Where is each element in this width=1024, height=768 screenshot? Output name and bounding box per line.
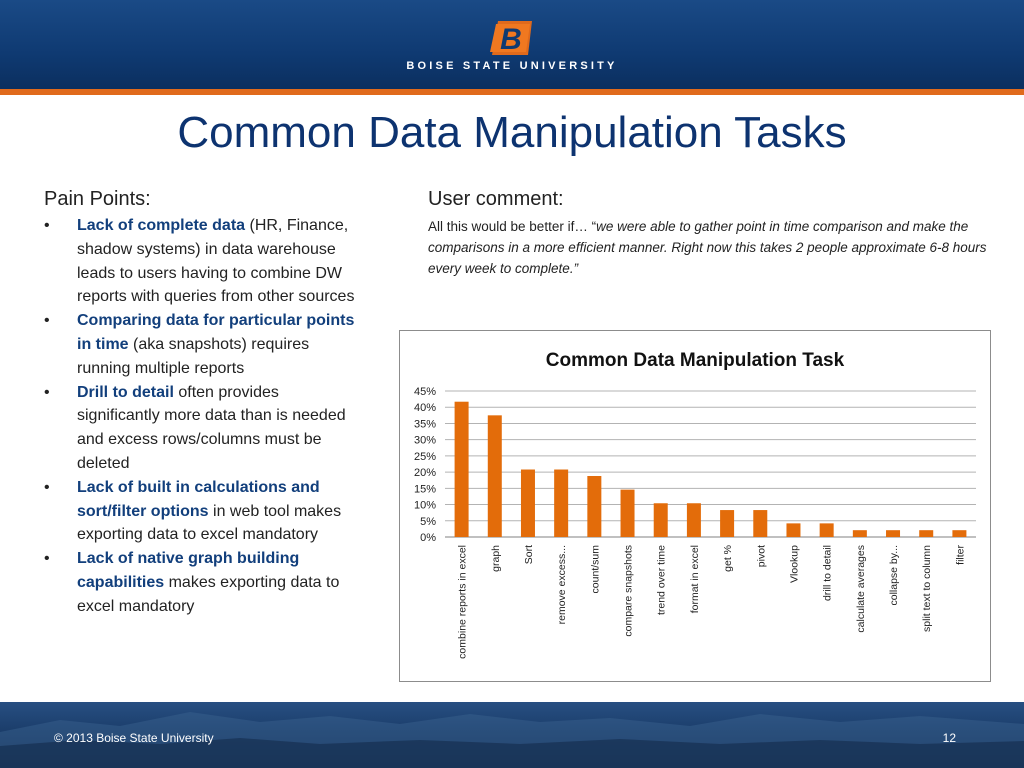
x-tick-label: graph — [489, 545, 502, 572]
chart-bar — [654, 503, 668, 537]
x-tick-label: drill to detail — [821, 545, 834, 602]
user-comment-quote: we were able to gather point in time comparison and make the comparisons in a more efficient manner. Right now this takes 2 people approximate 6-8 hours every week to complete.” — [428, 219, 987, 276]
chart-bar — [786, 523, 800, 537]
bullet-icon: • — [44, 312, 50, 330]
pain-point-item — [44, 476, 364, 547]
copyright-text: © 2013 Boise State University — [54, 731, 214, 745]
user-comment-heading: User comment: — [428, 188, 564, 210]
x-tick-label: trend over time — [655, 545, 668, 616]
user-comment-lead: All this would be better if… “ — [428, 219, 597, 234]
boise-state-b-logo-icon — [488, 18, 536, 58]
chart-bar — [455, 402, 469, 537]
bullet-icon: • — [44, 383, 50, 401]
pain-point-text: (HR, Finance, shadow systems) in data warehouse leads to users having to combine DW reports with queries from other sources — [77, 217, 355, 306]
slide-title: Common Data Manipulation Tasks — [177, 108, 847, 157]
pain-point-highlight: Lack of native graph building capabilities — [77, 550, 300, 591]
x-tick-label: Vlookup — [788, 545, 801, 583]
chart-bar — [687, 503, 701, 537]
chart-y-axis — [414, 386, 436, 544]
x-tick-label: calculate averages — [854, 545, 867, 633]
chart-bar — [886, 530, 900, 537]
chart-bar — [919, 530, 933, 537]
y-tick-label: 30% — [413, 434, 436, 447]
chart-bar — [820, 523, 834, 537]
pain-point-item — [44, 381, 364, 476]
chart-bar — [621, 490, 635, 537]
chart-x-axis — [457, 545, 967, 659]
pain-point-item — [44, 547, 364, 618]
chart-bar — [952, 530, 966, 537]
university-name: BOISE STATE UNIVERSITY — [406, 60, 618, 72]
y-tick-label: 10% — [413, 499, 436, 512]
pain-point-item — [44, 214, 364, 309]
pain-point-highlight: Drill to detail — [77, 383, 174, 401]
page-number: 12 — [942, 731, 956, 745]
chart-bar — [853, 530, 867, 537]
x-tick-label: Sort — [522, 545, 535, 565]
x-tick-label: pivot — [755, 545, 768, 568]
user-comment-text — [428, 216, 988, 279]
chart-bar — [587, 476, 601, 537]
header-banner — [0, 0, 1024, 89]
pain-point-highlight: Comparing data for particular points in time — [77, 312, 355, 353]
x-tick-label: split text to column — [921, 545, 934, 632]
x-tick-label: remove excess... — [556, 545, 569, 625]
pain-point-text: makes exporting data to excel mandatory — [77, 573, 340, 615]
x-tick-label: get % — [722, 545, 735, 572]
y-tick-label: 0% — [420, 532, 436, 544]
bar-chart — [399, 330, 991, 682]
header-orange-stripe — [0, 89, 1024, 95]
pain-point-text: often provides significantly more data than is needed and excess rows/columns must be deleted — [77, 383, 346, 472]
pain-point-text: in web tool makes exporting data to excel mandatory — [77, 502, 342, 544]
chart-bar — [488, 415, 502, 537]
y-tick-label: 35% — [413, 418, 436, 431]
chart-bar — [521, 470, 535, 537]
chart-bar — [753, 510, 767, 537]
y-tick-label: 45% — [413, 386, 436, 398]
chart-bar — [720, 510, 734, 537]
pain-points-list — [44, 214, 364, 619]
x-tick-label: count/sum — [589, 545, 602, 594]
x-tick-label: filter — [954, 545, 967, 565]
chart-bars — [455, 402, 967, 537]
footer-banner — [0, 702, 1024, 768]
x-tick-label: compare snapshots — [622, 545, 635, 637]
x-tick-label: format in excel — [688, 545, 701, 614]
y-tick-label: 15% — [413, 483, 436, 496]
chart-bar — [554, 470, 568, 537]
pain-points-heading: Pain Points: — [44, 188, 151, 210]
y-tick-label: 25% — [413, 450, 436, 463]
pain-point-text: (aka snapshots) requires running multiple reports — [77, 335, 310, 377]
pain-point-highlight: Lack of built in calculations and sort/filter options — [77, 478, 320, 520]
pain-point-item — [44, 309, 364, 380]
x-tick-label: collapse by... — [888, 545, 901, 606]
y-tick-label: 20% — [413, 467, 436, 480]
bar-chart-svg — [400, 331, 990, 681]
pain-point-highlight: Lack of complete data — [77, 217, 246, 234]
bullet-icon: • — [44, 550, 50, 568]
bullet-icon: • — [44, 217, 50, 234]
y-tick-label: 5% — [420, 515, 436, 528]
x-tick-label: combine reports in excel — [456, 545, 469, 659]
y-tick-label: 40% — [413, 402, 436, 415]
bullet-icon: • — [44, 478, 50, 496]
svg-text:B: B — [500, 23, 522, 56]
chart-title: Common Data Manipulation Task — [545, 350, 845, 371]
